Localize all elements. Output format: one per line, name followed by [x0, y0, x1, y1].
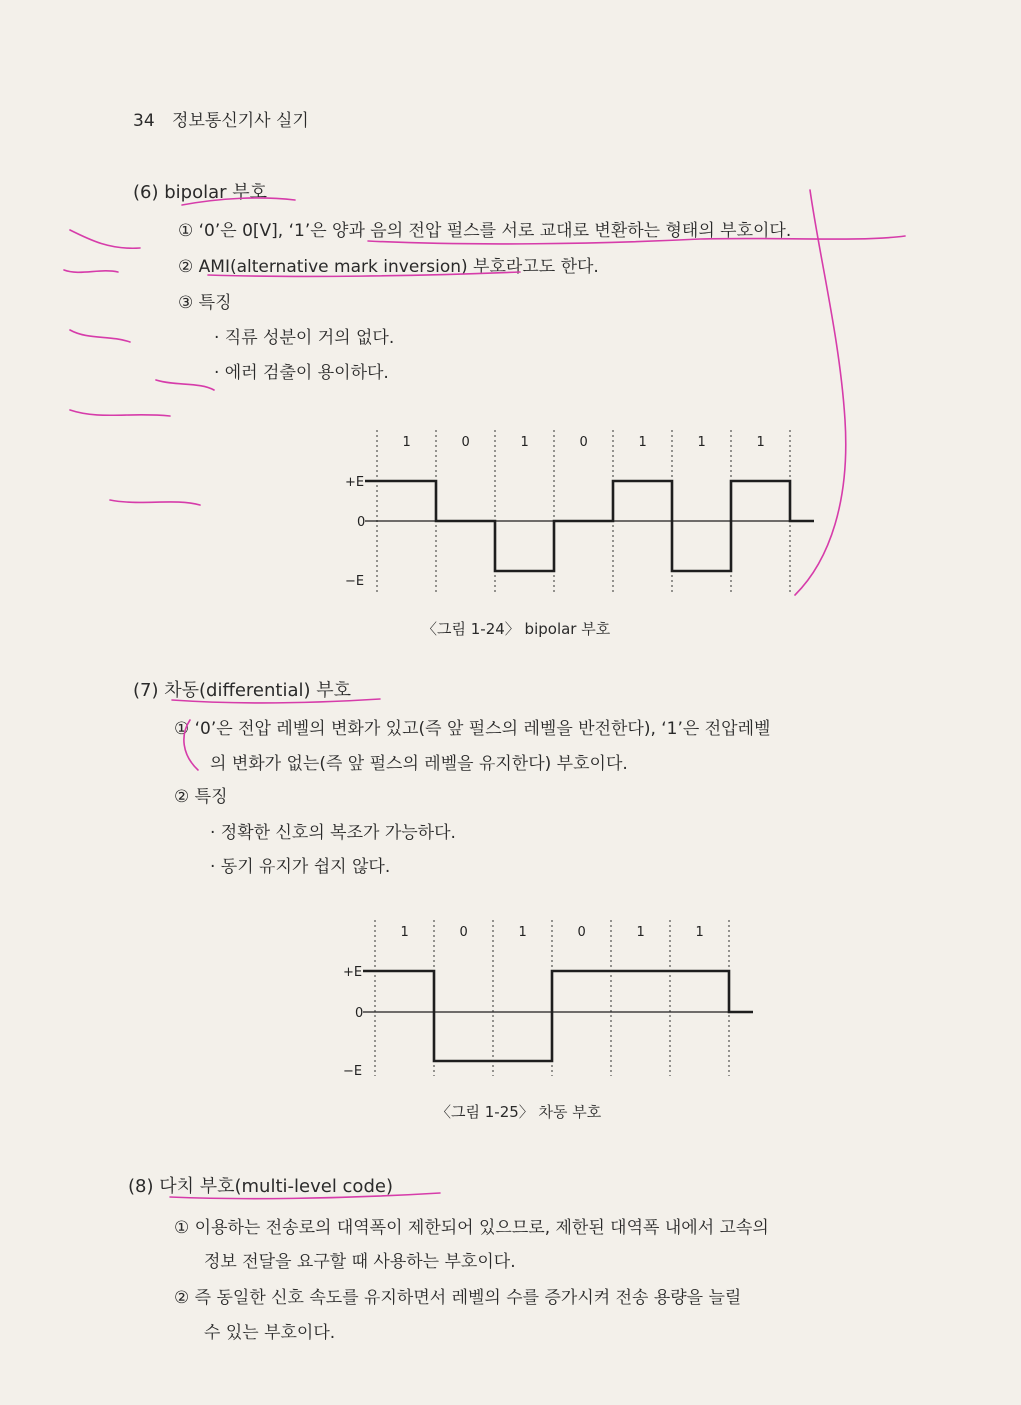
level-label-neg: −E [345, 574, 365, 589]
margin-scribble [64, 270, 118, 272]
differential-feature-1: · 정확한 신호의 복조가 가능하다. [210, 823, 456, 843]
underline-mark [208, 272, 520, 276]
figure-bipolar-waveform [345, 430, 814, 592]
bipolar-feature-1: · 직류 성분이 거의 없다. [214, 328, 395, 348]
underline-mark [170, 1193, 440, 1199]
differential-item-2: ② 특징 [174, 787, 228, 807]
bit-label: 1 [756, 435, 765, 450]
bipolar-item-3: ③ 특징 [178, 293, 232, 313]
bracket-mark [184, 720, 198, 770]
bit-label: 0 [459, 925, 468, 940]
section-title-differential: (7) 차동(differential) 부호 [133, 680, 352, 701]
bit-label: 1 [402, 435, 411, 450]
book-title: 정보통신기사 실기 [172, 111, 309, 131]
section-title-multilevel: (8) 다치 부호(multi-level code) [128, 1176, 393, 1197]
multilevel-item-2-cont: 수 있는 부호이다. [204, 1323, 336, 1343]
handwritten-annotations [64, 190, 905, 1199]
margin-scribble [70, 410, 170, 416]
underline-mark [368, 236, 905, 244]
level-label-zero: 0 [355, 1006, 364, 1021]
differential-item-1: ① ‘0’은 전압 레벨의 변화가 있고(즉 앞 펄스의 레벨을 반전한다), ‘1’은 전압레벨 [174, 719, 771, 739]
bit-label: 1 [520, 435, 529, 450]
figure-caption-1-25: 〈그림 1-25〉 차동 부호 [436, 1103, 602, 1121]
differential-feature-2: · 동기 유지가 쉽지 않다. [210, 857, 391, 877]
signal-waveform [363, 971, 753, 1061]
figure-differential-waveform [343, 920, 753, 1079]
multilevel-item-1: ① 이용하는 전송로의 대역폭이 제한되어 있으므로, 제한된 대역폭 내에서 고속의 [174, 1218, 769, 1238]
level-label-zero: 0 [357, 515, 366, 530]
level-label-pos: +E [345, 475, 365, 490]
bit-label: 0 [579, 435, 588, 450]
bit-label: 1 [518, 925, 527, 940]
level-label-pos: +E [343, 965, 363, 980]
bit-label: 1 [695, 925, 704, 940]
margin-scribble [70, 230, 140, 248]
margin-scribble [70, 330, 130, 342]
bipolar-item-2: ② AMI(alternative mark inversion) 부호라고도 한다. [178, 257, 599, 277]
figure-caption-1-24: 〈그림 1-24〉 bipolar 부호 [422, 620, 611, 638]
bit-label: 1 [636, 925, 645, 940]
page-number: 34 [133, 111, 155, 131]
bipolar-item-1: ① ‘0’은 0[V], ‘1’은 양과 음의 전압 펄스를 서로 교대로 변환하는 형태의 부호이다. [178, 221, 792, 241]
margin-scribble [110, 500, 200, 505]
underline-mark [172, 699, 380, 703]
bit-label: 1 [638, 435, 647, 450]
multilevel-item-2: ② 즉 동일한 신호 속도를 유지하면서 레벨의 수를 증가시켜 전송 용량을 늘릴 [174, 1288, 742, 1308]
bit-label: 0 [577, 925, 586, 940]
margin-scribble [156, 380, 214, 390]
bit-label: 1 [697, 435, 706, 450]
level-label-neg: −E [343, 1064, 363, 1079]
margin-scribble [795, 190, 846, 595]
multilevel-item-1-cont: 정보 전달을 요구할 때 사용하는 부호이다. [204, 1252, 516, 1272]
underline-mark [182, 198, 295, 205]
signal-waveform [365, 481, 814, 571]
bit-label: 0 [461, 435, 470, 450]
bit-label: 1 [400, 925, 409, 940]
bipolar-feature-2: · 에러 검출이 용이하다. [214, 363, 389, 383]
section-title-bipolar: (6) bipolar 부호 [133, 182, 268, 203]
differential-item-1-cont: 의 변화가 없는(즉 앞 펄스의 레벨을 유지한다) 부호이다. [210, 754, 628, 774]
